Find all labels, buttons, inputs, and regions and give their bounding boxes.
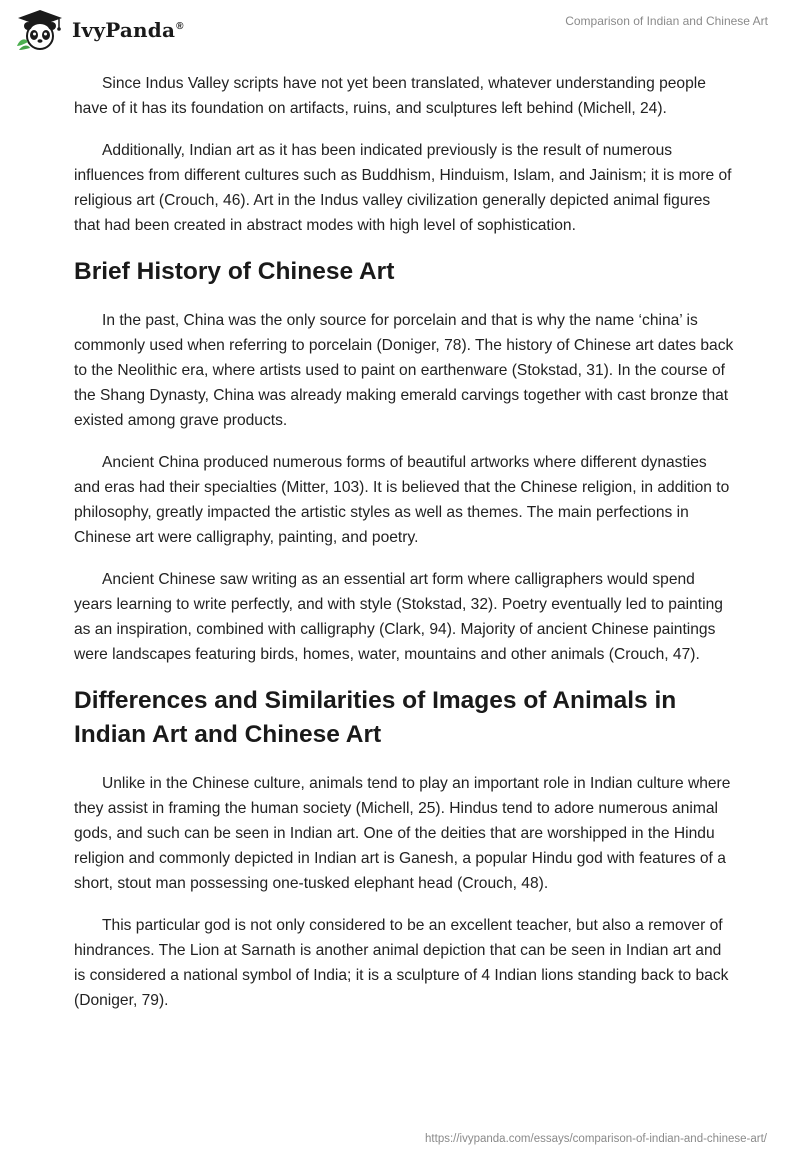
heading-chinese-art-history: Brief History of Chinese Art	[74, 258, 395, 285]
paragraph-calligraphy: Ancient Chinese saw writing as an essential art form where calligraphers would spend years learning to write perfectly, and with style (Stokstad, 32). Poetry eventually led to painting as an inspiration, combined with calligraphy (Clark, 94). Majority of ancient Chinese paintings were landscapes featuring birds, homes, water, mountains and other animals (Crouch, 47).	[74, 571, 723, 663]
registered-mark: ®	[176, 21, 184, 33]
panda-graduation-cap-icon	[14, 8, 66, 52]
paragraph-indian-art-influences: Additionally, Indian art as it has been indicated previously is the result of numerous influences from different cultures such as Buddhism, Hinduism, Islam, and Jainism; it is more of religious art (Crouch, 46). Art in the Indus valley civilization generally depicted animal figures that had been created in abstract modes with high level of sophistication.	[74, 142, 732, 234]
paragraph-animals-indian-culture: Unlike in the Chinese culture, animals tend to play an important role in Indian culture where they assist in framing the human society (Michell, 25). Hindus tend to adore numerous animal gods, and such can be seen in Indian art. One of the deities that are worshipped in the Hindu religion and commonly depicted in Indian art is Ganesh, a popular Hindu god with features of a short, stout man possessing one-tusked elephant head (Crouch, 48).	[74, 775, 731, 892]
paragraph-ancient-china: Ancient China produced numerous forms of beautiful artworks where different dynasties and eras had their specialties (Mitter, 103). It is believed that the Chinese religion, in addition to philosophy, greatly impacted the artistic styles as well as themes. The main perfections in Chinese art were calligraphy, painting, and poetry.	[74, 454, 730, 546]
paragraph-ganesh-lion: This particular god is not only considered to be an excellent teacher, but also a remover of hindrances. The Lion at Sarnath is another animal depiction that can be seen in Indian art and is considered a national symbol of India; it is a sculpture of 4 Indian lions standing back to back (Doniger, 79).	[74, 917, 729, 1009]
paragraph-indus-scripts: Since Indus Valley scripts have not yet been translated, whatever understanding people have of it has its foundation on artifacts, ruins, and sculptures left behind (Michell, 24).	[74, 75, 706, 117]
source-url[interactable]: https://ivypanda.com/essays/comparison-of-indian-and-chinese-art/	[425, 1133, 767, 1145]
document-title: Comparison of Indian and Chinese Art	[565, 14, 768, 28]
paragraph-porcelain: In the past, China was the only source for porcelain and that is why the name ‘china’ is commonly used when referring to porcelain (Doniger, 78). The history of Chinese art dates back to the Neolithic era, where artists used to paint on earthenware (Stokstad, 31). In the course of the Shang Dynasty, China was already making emerald carvings together with cast bronze that existed among grave products.	[74, 312, 734, 429]
page-header	[0, 0, 800, 60]
heading-animal-images: Differences and Similarities of Images of Animals in Indian Art and Chinese Art	[74, 687, 677, 748]
essay-body	[74, 71, 734, 1030]
ivypanda-logo[interactable]	[14, 8, 184, 52]
logo-wordmark: IvyPanda®	[72, 18, 184, 42]
